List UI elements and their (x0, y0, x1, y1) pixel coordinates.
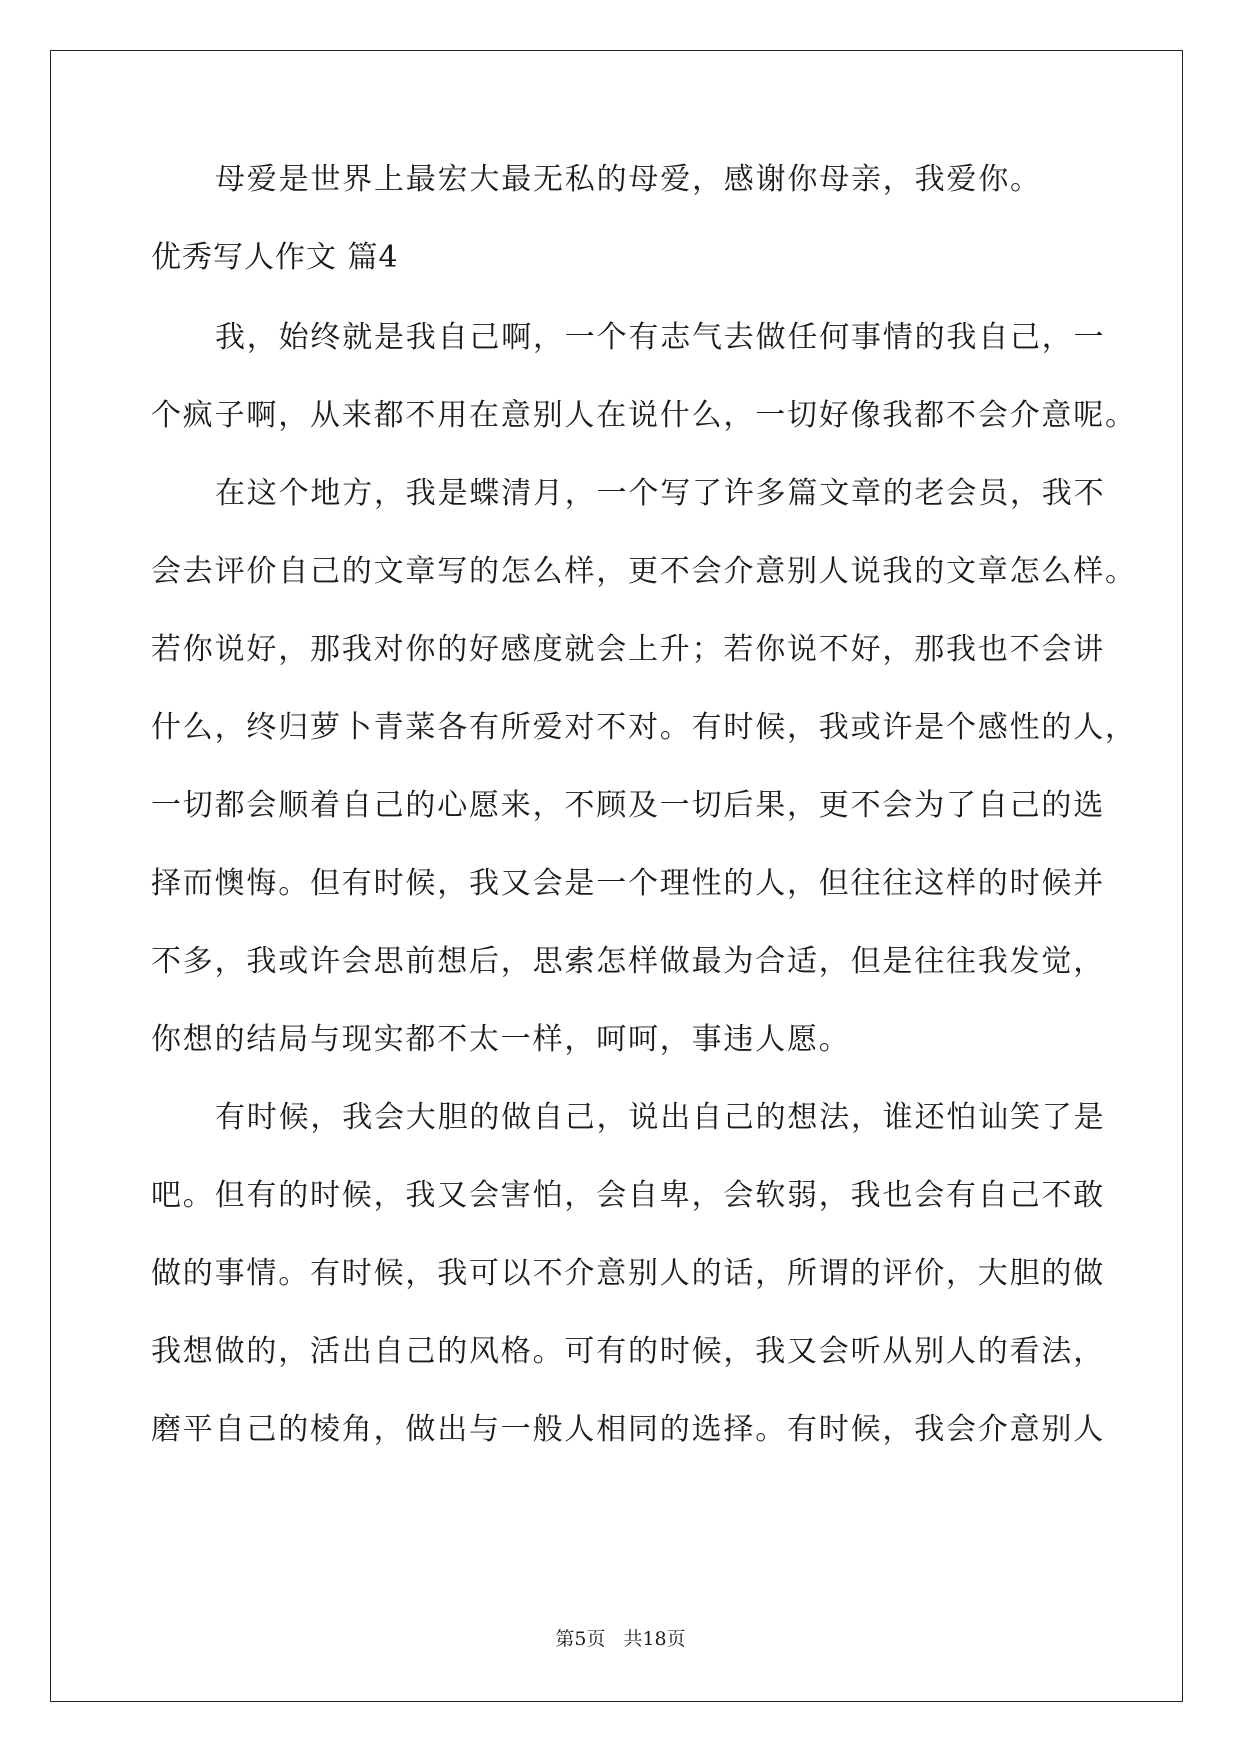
paragraph-line: 我想做的，活出自己的风格。可有的时候，我又会听从别人的看法， (151, 1334, 1105, 1369)
paragraph-line: 有时候，我会大胆的做自己，说出自己的想法，谁还怕讪笑了是 (215, 1100, 1106, 1135)
paragraph-line: 什么，终归萝卜青菜各有所爱对不对。有时候，我或许是个感性的人， (151, 710, 1137, 745)
paragraph-line: 你想的结局与现实都不太一样，呵呵，事违人愿。 (151, 1022, 851, 1057)
paragraph-line: 会去评价自己的文章写的怎么样，更不会介意别人说我的文章怎么样。 (151, 554, 1137, 589)
paragraph-line: 母爱是世界上最宏大最无私的母爱，感谢你母亲，我爱你。 (215, 162, 1042, 197)
paragraph-line: 个疯子啊，从来都不用在意别人在说什么，一切好像我都不会介意呢。 (151, 398, 1137, 433)
page-number: 第5页 (555, 1628, 606, 1650)
paragraph-line: 吧。但有的时候，我又会害怕，会自卑，会软弱，我也会有自己不敢 (151, 1178, 1105, 1213)
page-total: 共18页 (623, 1628, 686, 1650)
paragraph-line: 我，始终就是我自己啊，一个有志气去做任何事情的我自己，一 (215, 320, 1106, 355)
paragraph-line: 做的事情。有时候，我可以不介意别人的话，所谓的评价，大胆的做 (151, 1256, 1105, 1291)
paragraph-line: 不多，我或许会思前想后，思索怎样做最为合适，但是往往我发觉， (151, 944, 1105, 979)
page-footer (0, 1624, 1241, 1651)
paragraph-line: 磨平自己的棱角，做出与一般人相同的选择。有时候，我会介意别人 (151, 1412, 1105, 1447)
paragraph-line: 择而懊悔。但有时候，我又会是一个理性的人，但往往这样的时候并 (151, 866, 1105, 901)
paragraph-line: 若你说好，那我对你的好感度就会上升；若你说不好，那我也不会讲 (151, 632, 1105, 667)
section-heading: 优秀写人作文 篇4 (151, 240, 399, 275)
paragraph-line: 在这个地方，我是蝶清月，一个写了许多篇文章的老会员，我不 (215, 476, 1106, 511)
paragraph-line: 一切都会顺着自己的心愿来，不顾及一切后果，更不会为了自己的选 (151, 788, 1105, 823)
